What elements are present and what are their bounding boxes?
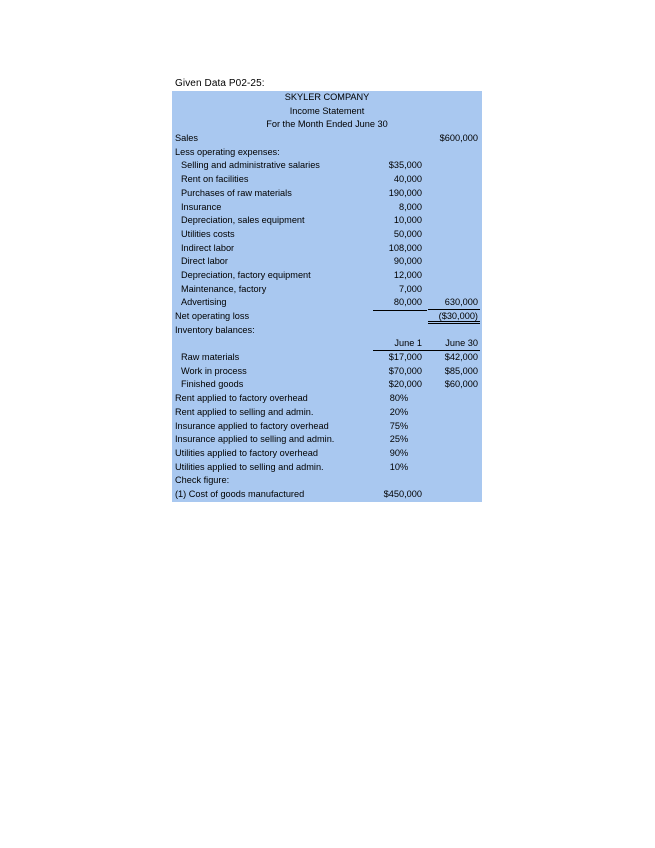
expenses-heading-row <box>172 146 482 160</box>
expense-row <box>172 242 482 256</box>
expense-row <box>172 283 482 297</box>
sales-row <box>172 132 482 146</box>
expense-label: Rent on facilities <box>181 174 249 185</box>
allocation-percent: 80% <box>389 393 409 404</box>
inventory-label: Work in process <box>181 365 247 376</box>
inventory-june-30: $85,000 <box>444 365 478 376</box>
expense-label: Depreciation, factory equipment <box>181 269 311 280</box>
allocation-label: Insurance applied to selling and admin. <box>175 434 335 445</box>
expense-amount: 90,000 <box>393 256 422 267</box>
inventory-june-1: $20,000 <box>388 379 422 390</box>
expense-row-last <box>172 296 482 310</box>
net-loss-label: Net operating loss <box>175 311 250 321</box>
expense-row <box>172 255 482 269</box>
expense-amount: 12,000 <box>393 269 422 280</box>
statement-title: Income Statement <box>289 105 365 116</box>
check-label: (1) Cost of goods manufactured <box>175 488 305 499</box>
expense-row <box>172 228 482 242</box>
inventory-row <box>172 365 482 379</box>
total-expenses-amount: 630,000 <box>444 297 478 308</box>
allocation-label: Utilities applied to factory overhead <box>175 447 318 458</box>
inventory-heading-row <box>172 324 482 338</box>
expense-row <box>172 214 482 228</box>
allocation-label: Rent applied to factory overhead <box>175 393 308 404</box>
expense-column-rule <box>373 310 427 311</box>
inventory-june-1: $70,000 <box>388 365 422 376</box>
inventory-label: Raw materials <box>181 352 240 363</box>
expense-label: Insurance <box>181 201 222 212</box>
allocation-percent: 10% <box>389 461 409 472</box>
check-heading: Check figure: <box>175 475 230 486</box>
allocation-percent: 25% <box>389 434 409 445</box>
expense-amount: 190,000 <box>388 187 422 198</box>
allocation-label: Rent applied to selling and admin. <box>175 406 314 417</box>
sales-amount: $600,000 <box>439 133 478 144</box>
inventory-row <box>172 378 482 392</box>
expense-row <box>172 269 482 283</box>
expense-row <box>172 173 482 187</box>
allocation-percent: 90% <box>389 447 409 458</box>
expense-label: Direct labor <box>181 256 228 267</box>
allocation-row <box>172 461 482 475</box>
inventory-june-30: $60,000 <box>444 379 478 390</box>
net-loss-amount: ($30,000) <box>438 311 478 321</box>
expense-label: Indirect labor <box>181 242 235 253</box>
allocation-row <box>172 420 482 434</box>
expense-amount: 40,000 <box>393 174 422 185</box>
inventory-row <box>172 351 482 365</box>
expense-row <box>172 187 482 201</box>
income-statement-sheet <box>172 91 482 502</box>
allocation-label: Insurance applied to factory overhead <box>175 420 329 431</box>
expense-label: Utilities costs <box>181 228 235 239</box>
statement-period: For the Month Ended June 30 <box>266 119 388 130</box>
expense-amount: 80,000 <box>393 297 422 308</box>
inventory-label: Finished goods <box>181 379 244 390</box>
expense-amount: 10,000 <box>393 215 422 226</box>
allocation-row <box>172 406 482 420</box>
expense-amount: 50,000 <box>393 228 422 239</box>
check-amount: $450,000 <box>383 488 422 499</box>
expense-label: Maintenance, factory <box>181 283 267 294</box>
expense-row <box>172 201 482 215</box>
inventory-june-30: $42,000 <box>444 352 478 363</box>
expense-amount: 8,000 <box>399 201 422 212</box>
june-1-header: June 1 <box>394 338 422 349</box>
given-data-label: Given Data P02-25: <box>175 78 265 89</box>
expenses-heading: Less operating expenses: <box>175 146 280 157</box>
allocation-row <box>172 392 482 406</box>
sales-label: Sales <box>175 133 198 144</box>
expense-amount: 108,000 <box>388 242 422 253</box>
expense-label: Depreciation, sales equipment <box>181 215 305 226</box>
expense-label: Selling and administrative salaries <box>181 160 320 171</box>
allocation-label: Utilities applied to selling and admin. <box>175 461 324 472</box>
inventory-column-header <box>172 337 482 351</box>
expense-row <box>172 159 482 173</box>
expense-amount: 7,000 <box>399 283 422 294</box>
check-heading-row <box>172 474 482 488</box>
net-loss-row <box>172 310 482 324</box>
inventory-heading: Inventory balances: <box>175 324 255 335</box>
june-30-header: June 30 <box>445 338 478 349</box>
expense-label: Purchases of raw materials <box>181 187 292 198</box>
expense-label: Advertising <box>181 297 227 308</box>
expense-amount: $35,000 <box>388 160 422 171</box>
inventory-june-1: $17,000 <box>388 352 422 363</box>
check-figure-row <box>172 488 482 502</box>
allocation-row <box>172 433 482 447</box>
allocation-percent: 75% <box>389 420 409 431</box>
allocation-row <box>172 447 482 461</box>
company-name: SKYLER COMPANY <box>284 92 370 102</box>
allocation-percent: 20% <box>389 406 409 417</box>
